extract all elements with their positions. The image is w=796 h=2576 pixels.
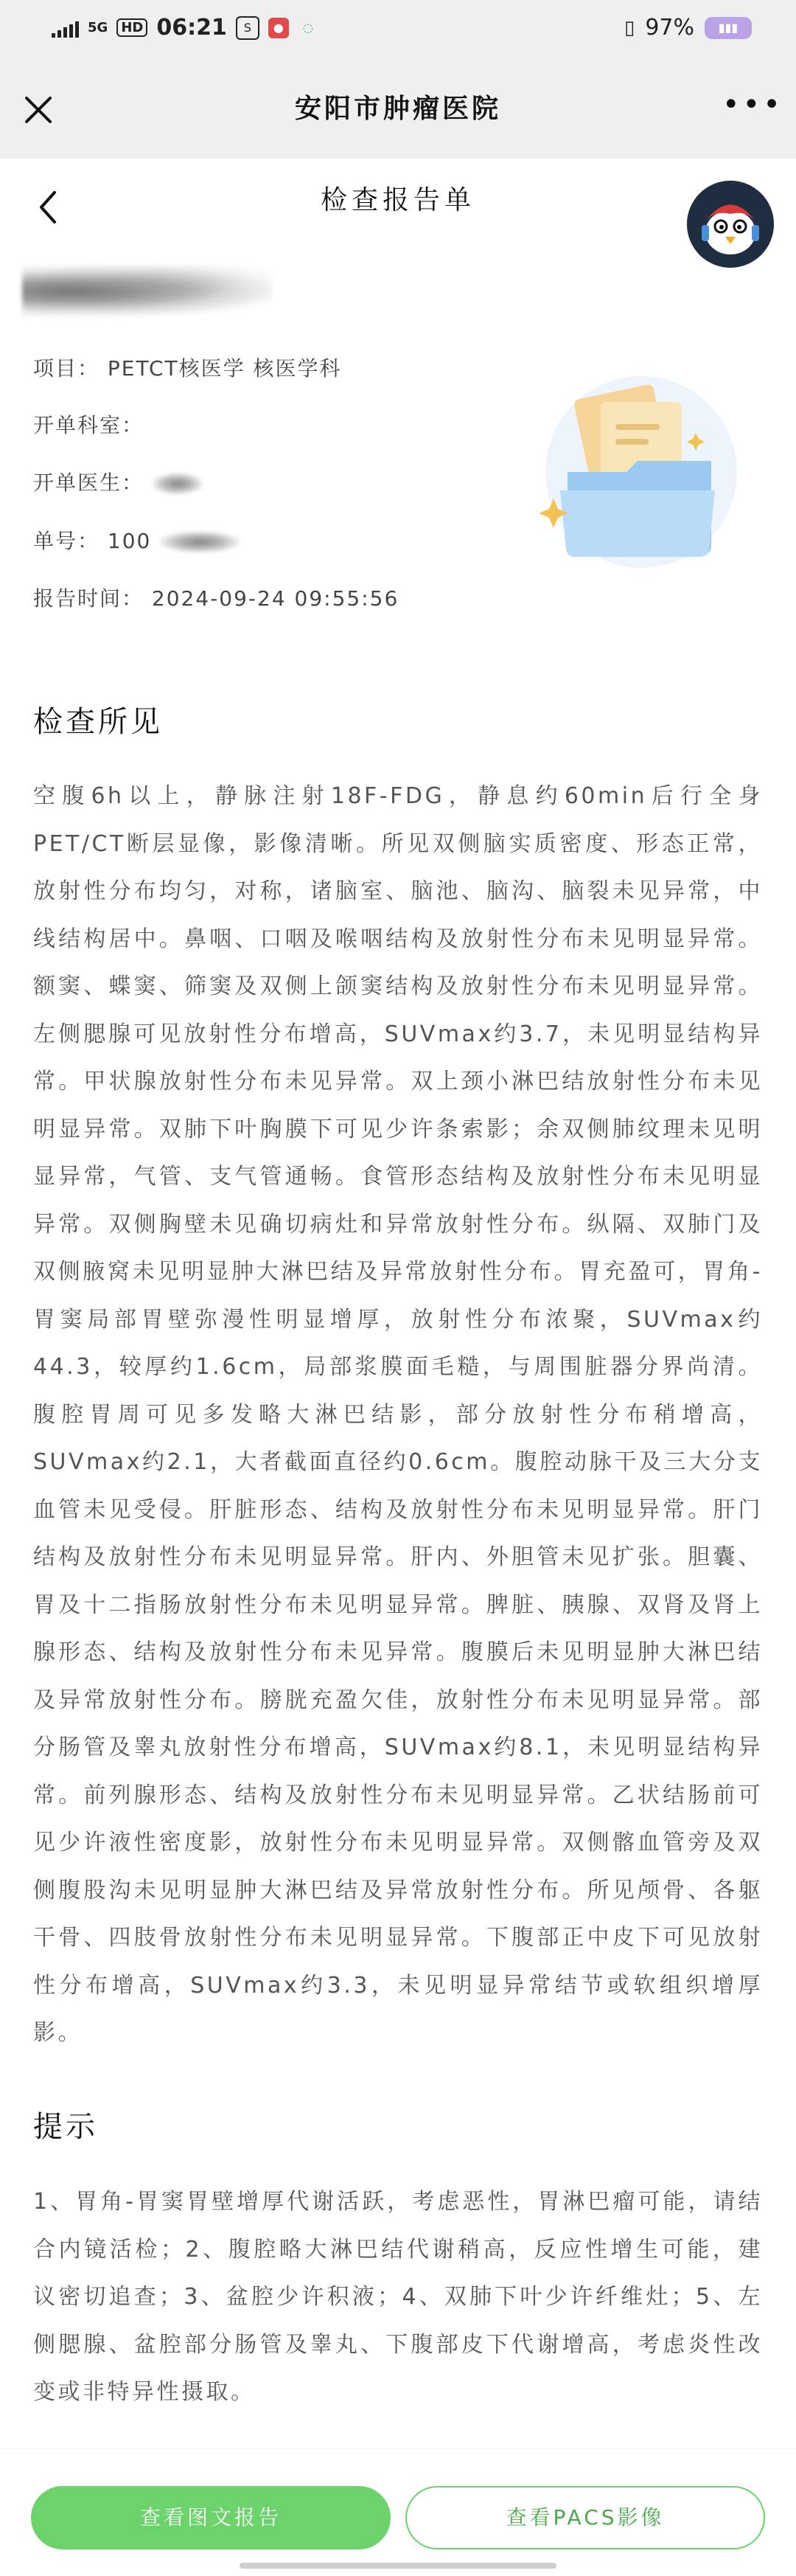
impression-text: 1、胃角-胃窦胃壁增厚代谢活跃，考虑恶性，胃淋巴瘤可能，请结合内镜活检；2、腹腔略大淋巴结代谢稍高，反应性增生可能，建议密切追查；3、盆腔少许积液；4、双肺下叶少许纤维灶；5、左侧腮腺、盆腔部分肠管及睾丸、下腹部皮下代谢增高，考虑炎性改变或非特异性摄取。 (33, 2189, 763, 2405)
view-report-button[interactable]: 查看图文报告 (31, 2486, 391, 2549)
info-dept (33, 409, 144, 439)
impression-title: 提示 (33, 2110, 98, 2144)
redacted-doctor-name (152, 473, 203, 495)
signal-icon (52, 18, 79, 38)
page-header (0, 159, 796, 254)
dept-label: 开单科室： (33, 413, 144, 437)
navbar-title: 安阳市肿瘤医院 (294, 94, 501, 124)
battery-percent: 97% (645, 15, 694, 41)
penguin-mascot-icon (687, 181, 774, 268)
assistant-avatar[interactable] (687, 181, 774, 268)
app-navbar (0, 59, 796, 159)
notification-icon: S (236, 16, 259, 40)
project-label: 项目： (33, 356, 100, 381)
doctor-label: 开单医生： (33, 471, 144, 495)
report-folder-illustration (516, 361, 737, 583)
page-title: 检查报告单 (320, 185, 475, 215)
findings-title: 检查所见 (33, 705, 163, 739)
vibrate-icon: ▯ (624, 16, 635, 39)
network-type: 5G (88, 20, 108, 35)
info-time (33, 583, 399, 612)
sync-icon: ◌ (302, 20, 313, 35)
bottom-action-bar (0, 2448, 796, 2576)
redacted-patient-name (22, 265, 273, 317)
clock: 06:21 (156, 15, 227, 41)
hd-badge: HD (116, 18, 147, 37)
status-bar (0, 0, 796, 59)
app-notification-icon: ● (268, 18, 289, 38)
battery-icon: ▮▮▮ (705, 17, 752, 39)
project-value: PETCT核医学 核医学科 (107, 356, 342, 381)
findings-text: 空腹6h以上，静脉注射18F-FDG，静息约60min后行全身PET/CT断层显像，影像清晰。所见双侧脑实质密度、形态正常，放射性分布均匀，对称，诸脑室、脑池、脑沟、脑裂未见异常，中线结构居中。鼻咽、口咽及喉咽结构及放射性分布未见明显异常。额窦、蝶窦、筛窦及双侧上颌窦结构及放射性分布未见明显异常。左侧腮腺可见放射性分布增高，SUVmax约3.7，未见明显结构异常。甲状腺放射性分布未见异常。双上颈小淋巴结放射性分布未见明显异常。双肺下叶胸膜下可见少许条索影；余双侧肺纹理未见明显异常，气管、支气管通畅。食管形态结构及放射性分布未见明显异常。双侧胸壁未见确切病灶和异常放射性分布。纵隔、双肺门及双侧腋窝未见明显肿大淋巴结及异常放射性分布。胃充盈可，胃角-胃窦局部胃壁弥漫性明显增厚，放射性分布浓聚，SUVmax约44.3，较厚约1.6cm，局部浆膜面毛糙，与周围脏器分界尚清。腹腔胃周可见多发略大淋巴结影，部分放射性分布稍增高，SUVmax约2.1，大者截面直径约0.6cm。腹腔动脉干及三大分支血管未见受侵。肝脏形态、结构及放射性分布未见明显异常。肝门结构及放射性分布未见明显异常。肝内、外胆管未见扩张。胆囊、胃及十二指肠放射性分布未见明显异常。脾脏、胰腺、双肾及肾上腺形态、结构及放射性分布未见异常。腹膜后未见明显肿大淋巴结及异常放射性分布。膀胱充盈欠佳，放射性分布未见明显异常。部分肠管及睾丸放射性分布增高，SUVmax约8.1，未见明显结构异常。前列腺形态、结构及放射性分布未见明显异常。乙状结肠前可见少许液性密度影，放射性分布未见明显异常。双侧髂血管旁及双侧腹股沟未见明显肿大淋巴结及异常放射性分布。所见颅骨、各躯干骨、四肢骨放射性分布未见明显异常。下腹部正中皮下可见放射性分布增高，SUVmax约3.3，未见明显异常结节或软组织增厚影。 (33, 783, 763, 2046)
number-label: 单号： (33, 529, 100, 553)
time-value: 2024-09-24 09:55:56 (151, 586, 399, 611)
number-value: 100 (107, 529, 152, 553)
home-indicator[interactable] (240, 2563, 556, 2569)
view-pacs-button[interactable]: 查看PACS影像 (405, 2486, 765, 2549)
info-doctor (33, 467, 203, 496)
time-label: 报告时间： (33, 586, 144, 611)
info-project (33, 353, 342, 382)
status-left (52, 15, 318, 41)
redacted-number (159, 531, 240, 553)
status-right (624, 15, 752, 41)
more-options-icon[interactable]: ••• (722, 88, 783, 122)
info-number (33, 525, 240, 555)
